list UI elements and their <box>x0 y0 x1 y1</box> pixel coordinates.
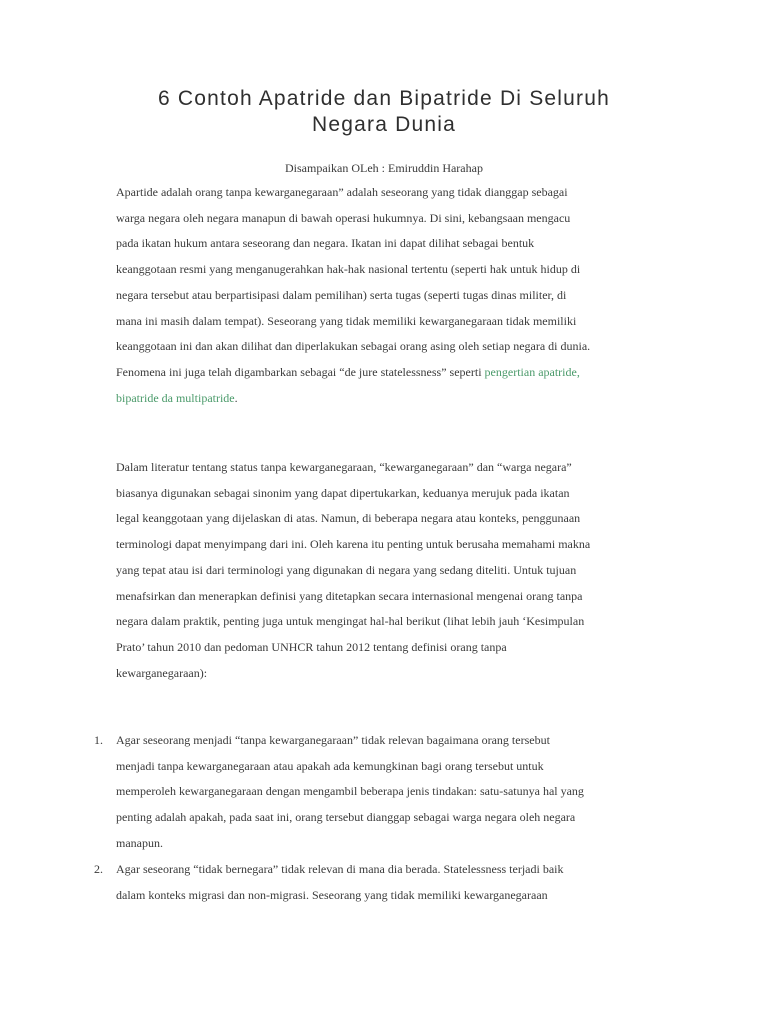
apatride-link-part-1[interactable]: pengertian apatride, <box>484 364 580 379</box>
paragraph-line: negara dalam praktik, penting juga untuk mengingat hal-hal berikut (lihat lebih jauh ‘Kesimpulan <box>116 614 585 629</box>
list-item-number: 1. <box>94 733 103 747</box>
paragraph-line-text: Fenomena ini juga telah digambarkan sebagai “de jure statelessness” seperti <box>116 364 485 379</box>
author-line: Disampaikan OLeh : Emiruddin Harahap <box>285 161 483 175</box>
list-item-number: 2. <box>94 862 103 876</box>
paragraph-line: negara tersebut atau berpartisipasi dalam pemilihan) serta tugas (seperti tugas dinas militer, di <box>116 287 567 302</box>
paragraph-literature <box>116 455 656 686</box>
paragraph-line-with-link <box>116 360 656 386</box>
apatride-link-part-2[interactable]: bipatride da multipatride <box>116 390 235 405</box>
paragraph-line: Dalam literatur tentang status tanpa kewarganegaraan, “kewarganegaraan” dan “warga negara” <box>116 460 572 474</box>
paragraph-line: legal keanggotaan yang dijelaskan di atas. Namun, di beberapa negara atau konteks, penggunaan <box>116 511 581 526</box>
list-item-line: dalam konteks migrasi dan non-migrasi. Seseorang yang tidak memiliki kewarganegaraan <box>116 887 548 902</box>
paragraph-line: warga negara oleh negara manapun di bawah operasi hukumnya. Di sini, kebangsaan mengacu <box>116 210 571 225</box>
paragraph-line: Prato’ tahun 2010 dan pedoman UNHCR tahun 2012 tentang definisi orang tanpa <box>116 639 507 654</box>
paragraph-line-end: . <box>234 390 238 405</box>
list-item-line: manapun. <box>116 835 163 850</box>
list-item-body <box>116 728 664 857</box>
paragraph-line: Apartide adalah orang tanpa kewarganegaraan” adalah seseorang yang tidak dianggap sebagai <box>116 185 568 199</box>
paragraph-intro <box>116 180 656 411</box>
paragraph-line: pada ikatan hukum antara seseorang dan negara. Ikatan ini dapat dilihat sebagai bentuk <box>116 236 535 251</box>
list-item-line: Agar seseorang menjadi “tanpa kewarganegaraan” tidak relevan bagaimana orang tersebut <box>116 733 550 747</box>
list-item-body <box>116 857 664 908</box>
paragraph-line-with-link <box>116 386 656 412</box>
page-title-line-2: Negara Dunia <box>312 113 456 136</box>
paragraph-line: yang tepat atau isi dari terminologi yang digunakan di negara yang sedang diteliti. Untuk tujuan <box>116 562 577 577</box>
paragraph-line: keanggotaan resmi yang menganugerahkan hak-hak nasional tertentu (seperti hak untuk hidup di <box>116 262 581 277</box>
list-item-line: penting adalah apakah, pada saat ini, orang tersebut dianggap sebagai warga negara oleh negara <box>116 810 576 825</box>
paragraph-line: keanggotaan ini dan akan dilihat dan diperlakukan sebagai orang asing oleh setiap negara di dunia. <box>116 339 591 354</box>
paragraph-line: mana ini masih dalam tempat). Seseorang yang tidak memiliki kewarganegaraan tidak memiliki <box>116 313 577 328</box>
paragraph-line: terminologi dapat menyimpang dari ini. Oleh karena itu penting untuk berusaha memahami makna <box>116 537 591 552</box>
list-item-line: memperoleh kewarganegaraan dengan mengambil beberapa jenis tindakan: satu-satunya hal yang <box>116 784 584 799</box>
list-item-line: Agar seseorang “tidak bernegara” tidak relevan di mana dia berada. Statelessness terjadi baik <box>116 862 564 876</box>
page-title-line-1: 6 Contoh Apatride dan Bipatride Di Seluruh <box>158 87 610 110</box>
paragraph-line: kewarganegaraan): <box>116 665 208 680</box>
page-title <box>100 86 668 138</box>
paragraph-line: menafsirkan dan menerapkan definisi yang ditetapkan secara internasional mengenai orang tanpa <box>116 588 583 603</box>
paragraph-line: biasanya digunakan sebagai sinonim yang dapat dipertukarkan, keduanya merujuk pada ikatan <box>116 485 570 500</box>
list-item-line: menjadi tanpa kewarganegaraan atau apakah ada kemungkinan bagi orang tersebut untuk <box>116 758 544 773</box>
